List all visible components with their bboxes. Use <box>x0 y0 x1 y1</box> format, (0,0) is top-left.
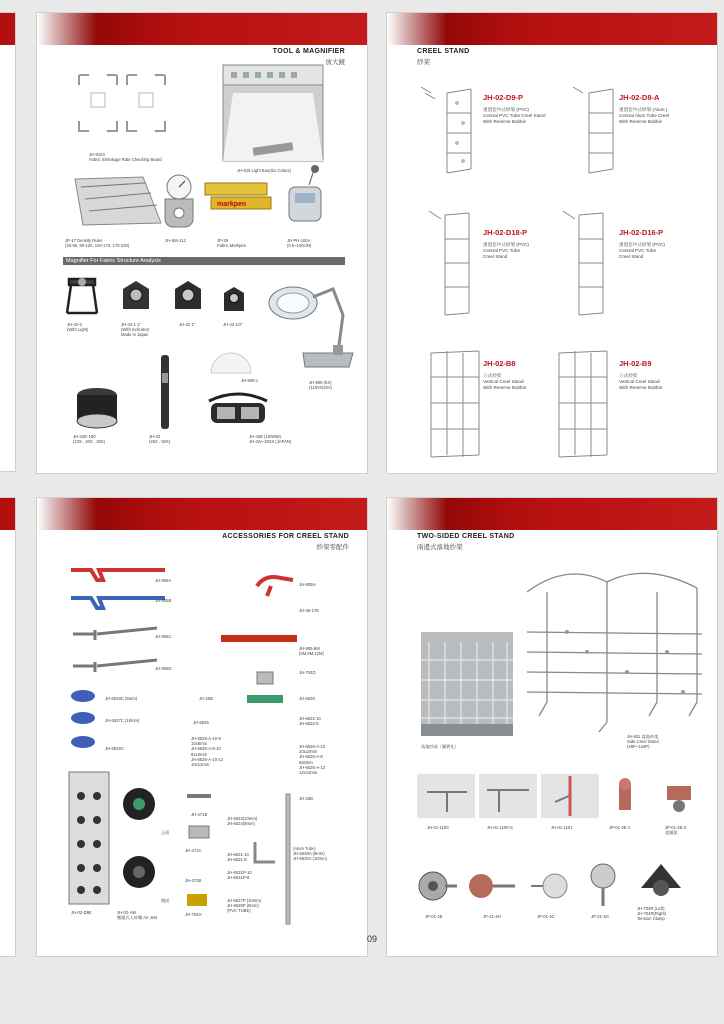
creel-stand-icon <box>559 209 613 319</box>
creel-factory-photo <box>421 632 513 736</box>
accessory-label: JH-6527C (10mm) <box>105 718 140 723</box>
accessory-label: JH-6526-A-10 10x10mm JH-6526-A-8 8x8mm JH-6526-A-12 12x12mm <box>299 744 326 776</box>
thumb-caption: JP-21-4G <box>591 914 609 919</box>
product-code: JH-02-B8 <box>483 359 516 368</box>
linen-tester-with-light-icon <box>65 275 99 315</box>
accessory-label: JH-25B <box>299 796 313 801</box>
accessory-label: JH-6525 <box>193 720 209 725</box>
accessory-label: JH-6529C <box>105 746 124 751</box>
clamp-icon <box>185 788 213 804</box>
svg-text:markpen: markpen <box>217 201 247 208</box>
caption-magnifier-42b: JH-42B (10/50M) JH-42A-203X (JAPAN) <box>249 434 292 445</box>
product-code: JH-02-D18-P <box>483 228 528 237</box>
air-nozzle-icon <box>71 624 161 646</box>
pen-microscope-icon <box>157 353 173 433</box>
accessory-label: JH-905A <box>155 578 172 583</box>
main-product-caption: JH-501 落地紗架 Side Creel Stand (48P~144P) <box>627 734 659 750</box>
caption-magnifier-42: JH-42 1" <box>179 322 196 327</box>
adjacent-page-sliver-top <box>0 12 16 472</box>
product-code: JH-02-D9-P <box>483 93 524 102</box>
light-box-icon <box>223 65 323 165</box>
accessory-label: JH-02-D9E <box>71 910 92 915</box>
page-creel-stand <box>386 12 718 474</box>
section-subtitle: 兩邊式落地紗架 <box>417 544 463 551</box>
density-ruler-icon <box>73 175 163 227</box>
air-gun-red-icon <box>253 572 297 598</box>
hanger-thumb-icon <box>541 774 599 818</box>
accessory-label: JH-6526-A-10-8 10x8mm JH-6526-A-8-10 8x10mm JH-6526-A-10-12 10x12mm <box>191 736 224 768</box>
accessory-label: JH-6527P (10mm) JH-6528P (8mm) (PVC TUBE) <box>227 898 262 914</box>
tension-clamp-icon <box>635 858 687 902</box>
caption-checking-board: JH-910A Fabric Shrinkage Rate Checking Board <box>89 152 162 163</box>
creel-stand-icon <box>417 83 483 175</box>
creel-rail-icon <box>221 634 297 644</box>
air-jet-front-icon <box>121 784 157 826</box>
tension-weight-icon <box>659 776 699 816</box>
product-code: JH-02-D16-P <box>619 228 664 237</box>
tensioner-icon <box>583 862 623 908</box>
illuminated-magnifier-icon <box>73 385 121 429</box>
caption-light-box: JH-919 Light Box(Six Colors) <box>237 168 291 173</box>
photo-caption: 落地紗架（圖實化） <box>421 744 459 749</box>
accessory-label: JH-905B <box>155 598 172 603</box>
accessory-label: JH-905H <box>299 582 316 587</box>
thumb-caption: JP-01-4E-1 <box>609 825 631 830</box>
bracket-icon <box>185 892 209 908</box>
air-nozzle-icon <box>71 656 161 678</box>
page-header-band <box>37 13 367 45</box>
tension-weight-icon <box>605 776 645 816</box>
accessory-label: 側面 <box>161 898 170 903</box>
lamp-magnifier-icon <box>263 275 353 375</box>
adjacent-page-sliver-bottom <box>0 497 16 957</box>
vertical-creel-icon <box>555 347 611 459</box>
tensioner-icon <box>415 866 459 906</box>
accessory-label: JH-6526 <box>299 696 315 701</box>
accessory-label: (Alum Tube) JH-6529A (8mm) JH-6530A (10mm) <box>293 846 327 862</box>
product-description: 立式紗架 Vertical Creel Stand With Reserve Bobbin <box>619 373 663 390</box>
caption-density-ruler: JP-17 Density Ruler (20-90, 90-120, 100-170, 170-220) <box>65 238 130 249</box>
section-title: TOOL & MAGNIFIER <box>272 48 345 55</box>
tensioner-icon <box>467 866 517 906</box>
product-code: JH-02-B9 <box>619 359 652 368</box>
accessory-label: JH-704H <box>185 912 202 917</box>
checking-board-icon <box>77 73 167 133</box>
product-description: 重置套中式紗架 (Alum.) Central Alum Tube Creel With Reserve Bobbin <box>619 107 670 124</box>
caption-markpen: JP-39 Fabric Markpen <box>217 238 247 249</box>
hanger-thumb-icon <box>479 774 537 818</box>
section-subtitle: 紗架零配件 <box>316 544 349 551</box>
accessory-label: JH-02-AW 壓縮式入紗嘴 Air Jets <box>117 910 158 921</box>
thickness-gauge-icon <box>159 173 199 231</box>
section-title: TWO-SIDED CREEL STAND <box>417 533 515 540</box>
creel-stand-icon <box>571 83 621 175</box>
tube-icon <box>285 794 291 924</box>
linen-tester-half-inch-icon <box>221 285 247 315</box>
air-jet-side-icon <box>121 852 157 894</box>
creel-panel-icon <box>67 770 111 906</box>
caption-magnifier-909-1: JH-909-1 <box>241 378 259 383</box>
product-description: 重置套中式紗架 (PVC) Central PVC Tube Creel Stand <box>619 242 665 259</box>
section-title: CREEL STAND <box>417 48 470 55</box>
thumb-caption: JP-01-4E <box>425 914 443 919</box>
air-gun-icon <box>69 562 172 584</box>
clamp-icon <box>185 824 213 840</box>
dome-magnifier-icon <box>209 337 253 375</box>
thumb-caption: JH-01-1101 <box>551 825 573 830</box>
magnifier-section-bar: Magnifier For Fabric Structure Analysis <box>63 257 345 265</box>
hanger-thumb-icon <box>417 774 475 818</box>
air-gun-icon <box>69 590 172 612</box>
fitting-icon <box>255 670 275 686</box>
caption-magnifier-42-1: JH-42-1 1" (With Indicator) Made in Japan <box>121 322 150 338</box>
product-description: 重置套中式紗架 (PVC) Central PVC Tube Creel Stand With Reserve Bobbin <box>483 107 546 124</box>
section-subtitle: 紗架 <box>417 59 430 66</box>
thumb-caption: JP-01-4E-2 重錘架 <box>665 825 687 836</box>
caption-magnifier-43: JH-43 1/2" <box>223 322 243 327</box>
accessory-label: JH-6531-10 JH-6531-8 <box>227 852 249 863</box>
accessory-label: JH-06-178 <box>299 608 319 613</box>
page-header-band <box>387 13 717 45</box>
product-description: 重置套中式紗架 (PVC) Central PVC Tube Creel Stand <box>483 242 529 259</box>
accessory-label: JH-25B <box>199 696 213 701</box>
bracket-icon <box>251 838 279 866</box>
accessory-label: JH-471B <box>191 812 208 817</box>
thumb-caption: JP-21-4H <box>483 914 501 919</box>
caption-tester: JH-PH-100A (0.5~100c/N) <box>287 238 312 249</box>
caption-magnifier-909: JH-909 (5X) (110V/220V) <box>309 380 333 391</box>
accessory-label: JH-6533(10mm) JH-6534(8mm) <box>227 816 258 827</box>
page-header-band <box>37 498 367 530</box>
tester-icon <box>285 165 325 225</box>
page-tool-magnifier <box>36 12 368 474</box>
fitting-icon <box>245 692 285 706</box>
two-sided-creel-icon <box>507 552 707 736</box>
thumb-caption: JP-01-4C <box>537 914 555 919</box>
accessory-label: JH-905D <box>155 666 172 671</box>
linen-tester-indicator-icon <box>119 279 153 315</box>
eyelet-set-icon <box>69 690 99 750</box>
product-description: 立式紗架 Vertical Creel Stand With Reserve Bobbin <box>483 373 527 390</box>
creel-stand-icon <box>425 209 479 319</box>
caption-magnifier-42-3: JH-42-3 (With Light) <box>67 322 89 333</box>
accessory-label: JH-6528C (6mm) <box>105 696 138 701</box>
accessory-label: JH-905C <box>155 634 172 639</box>
accessory-label: JH-905-8M (6M,8M,12M) <box>299 646 324 657</box>
thumb-caption: JH-01-1100-S <box>487 825 513 830</box>
page-accessories <box>36 497 368 957</box>
section-title: ACCESSORIES FOR CREEL STAND <box>222 533 349 540</box>
page-header-band <box>387 498 717 530</box>
accessory-label: JH-6532-10 JH-6532-8 <box>299 716 321 727</box>
accessory-label: 正面 <box>161 830 170 835</box>
caption-magnifier-42-pen: JH-42 (25X , 50X) <box>149 434 171 445</box>
section-subtitle: 放大鏡 <box>325 59 345 66</box>
tensioner-icon <box>527 864 567 908</box>
head-magnifier-icon <box>203 391 273 431</box>
thumb-caption: JH-704R (Left) JH-704R(Right) Tension Clamp <box>637 906 667 922</box>
page-number: 09 <box>367 934 378 944</box>
accessory-label: JH-472B <box>185 878 202 883</box>
page-two-sided-creel <box>386 497 718 957</box>
product-code: JH-02-D8-A <box>619 93 660 102</box>
vertical-creel-icon <box>427 347 483 459</box>
accessory-label: JH-6531P-10 JH-6531P-8 <box>227 870 252 881</box>
linen-tester-1inch-icon <box>171 279 205 315</box>
accessory-label: JH-704D <box>299 670 316 675</box>
caption-magnifier-42d: JH-42D-100 (10X , 20X , 30X) <box>73 434 106 445</box>
thumb-caption: JH-01-1100 <box>427 825 449 830</box>
accessory-label: JH-471C <box>185 848 202 853</box>
caption-thickness-gauge: JH-SM-112 <box>165 238 186 243</box>
markpen-icon <box>205 181 277 211</box>
